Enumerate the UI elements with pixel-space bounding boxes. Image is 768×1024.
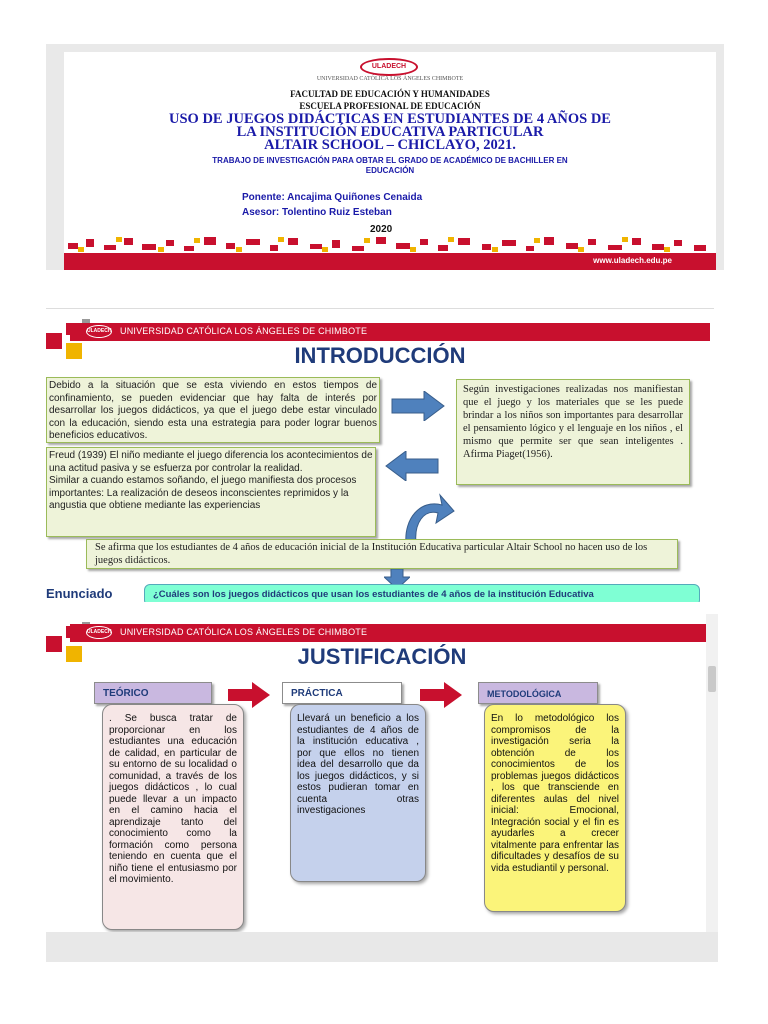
category-methodological: METODOLÓGICA bbox=[478, 682, 598, 704]
viewer-footer bbox=[46, 932, 718, 962]
website-url[interactable]: www.uladech.edu.pe bbox=[593, 256, 672, 265]
work-description-line: EDUCACIÓN bbox=[365, 166, 415, 175]
category-theoretical: TEÓRICO bbox=[94, 682, 212, 704]
category-practical: PRÁCTICA bbox=[282, 682, 402, 704]
freud-text: Freud (1939) El niño mediante el juego diferencia los acontecimientos de una actitud pasiva y se esfuerza por controlar la realidad. bbox=[49, 450, 373, 474]
university-header-text: UNIVERSIDAD CATÓLICA LOS ÁNGELES DE CHIMBOTE bbox=[120, 326, 368, 336]
university-header-bar bbox=[70, 624, 710, 642]
cover-slide-content bbox=[64, 52, 716, 270]
presenter-name: Ponente: Ancajima Quiñones Cenaida bbox=[242, 192, 423, 203]
uladech-logo: ULADECH bbox=[86, 325, 112, 338]
year-label: 2020 bbox=[370, 224, 393, 235]
work-description bbox=[134, 156, 646, 176]
justification-slide bbox=[46, 614, 718, 962]
curved-arrow-icon bbox=[402, 489, 456, 545]
theoretical-text: . Se busca tratar de proporcionar en los estudiantes una educación de calidad, en particular de su entorno de su localidad o comunidad, a través de los juegos didácticos , lo cual puede llevar a un impacto en el camino hacia el aprendizaje tanto del conocimiento como la formación como persona teniendo en cuenta que el niño tiene el entusiasmo por el movimiento. bbox=[102, 704, 244, 930]
enunciado-label: Enunciado bbox=[46, 586, 113, 601]
work-description-line: TRABAJO DE INVESTIGACIÓN PARA OBTAR EL GRADO DE ACADÉMICO DE BACHILLER EN bbox=[212, 156, 568, 165]
freud-box bbox=[46, 447, 376, 537]
uladech-logo: ULADECH bbox=[360, 58, 418, 76]
advisor-name: Asesor: Tolentino Ruiz Esteban bbox=[242, 207, 392, 218]
uladech-logo: ULADECH bbox=[86, 626, 112, 639]
context-box: Debido a la situación que se esta viviendo en estos tiempos de confinamiento, se pueden evidenciar que hay falta de interés por desarrollar los juegos didácticos, ya que el juego debe estar vinculado con la educación, siendo esta una estrategia para poder lograr buenos beneficios educativos. bbox=[46, 377, 380, 443]
university-header-text: UNIVERSIDAD CATÓLICA LOS ÁNGELES DE CHIMBOTE bbox=[120, 627, 368, 637]
slide-title: JUSTIFICACIÓN bbox=[297, 644, 467, 669]
viewer-scrollbar[interactable] bbox=[706, 614, 718, 944]
thesis-title-line: ALTAIR SCHOOL – CHICLAYO, 2021. bbox=[264, 137, 516, 153]
faculty-name: FACULTAD DE EDUCACIÓN Y HUMANIDADES bbox=[290, 89, 490, 99]
piaget-box: Según investigaciones realizadas nos manifiestan que el juego y los materiales que se les puede brindar a los niños son importantes para desarrollar el pensamiento lógico y el lenguaje en los niños , el mismo que permite ser que sean inteligentes . Afirma Piaget(1956). bbox=[456, 379, 690, 485]
research-question: ¿Cuáles son los juegos didácticos que usan los estudiantes de 4 años de la institución Educativa bbox=[144, 584, 700, 602]
university-header-bar bbox=[70, 323, 710, 341]
decorative-squares-band bbox=[64, 235, 716, 253]
thesis-title-line: LA INSTITUCIÓN EDUCATIVA PARTICULAR bbox=[236, 124, 544, 140]
slide-title: INTRODUCCIÓN bbox=[294, 343, 466, 368]
introduction-slide bbox=[46, 308, 714, 602]
statement-box: Se afirma que los estudiantes de 4 años de educación inicial de la Institución Educativa particular Altair School no hacen uso de los juegos didácticos. bbox=[86, 539, 678, 569]
school-name: ESCUELA PROFESIONAL DE EDUCACIÓN bbox=[299, 101, 481, 111]
scrollbar-thumb[interactable] bbox=[708, 666, 716, 692]
arrow-left-icon bbox=[384, 451, 440, 481]
thesis-title-line: USO DE JUEGOS DIDÁCTICAS EN ESTUDIANTES DE 4 AÑOS DE bbox=[169, 111, 611, 127]
arrow-right-icon bbox=[390, 391, 446, 421]
cover-footer-bar bbox=[64, 253, 716, 270]
practical-text: Llevará un beneficio a los estudiantes de 4 años de la institución educativa , por que ellos no tienen idea del desarrollo que da los juegos didácticos, y si estos pudieran tomar en cuenta otras investigaciones bbox=[290, 704, 426, 882]
freud-text: Similar a cuando estamos soñando, el juego manifiesta dos procesos importantes: La realización de deseos inconscientes reprimidos y la angustia que obtiene mediante las experiencias bbox=[49, 475, 357, 511]
university-name: UNIVERSIDAD CATÓLICA LOS ÁNGELES CHIMBOTE bbox=[316, 76, 464, 82]
arrow-right-icon bbox=[418, 682, 464, 708]
methodological-text: En lo metodológico los compromisos de la investigación seria la obtención de los conocimientos de los problemas juegos didácticos , los que transciende en diferentes aulas del nivel inicial: Emocional, Integración social y el fin es ayudarles a crecer vitalmente para enfrentar las dificultades y desafíos de su vida estudiantil y personal. bbox=[484, 704, 626, 912]
thesis-title bbox=[84, 113, 696, 152]
cover-slide bbox=[46, 44, 724, 270]
